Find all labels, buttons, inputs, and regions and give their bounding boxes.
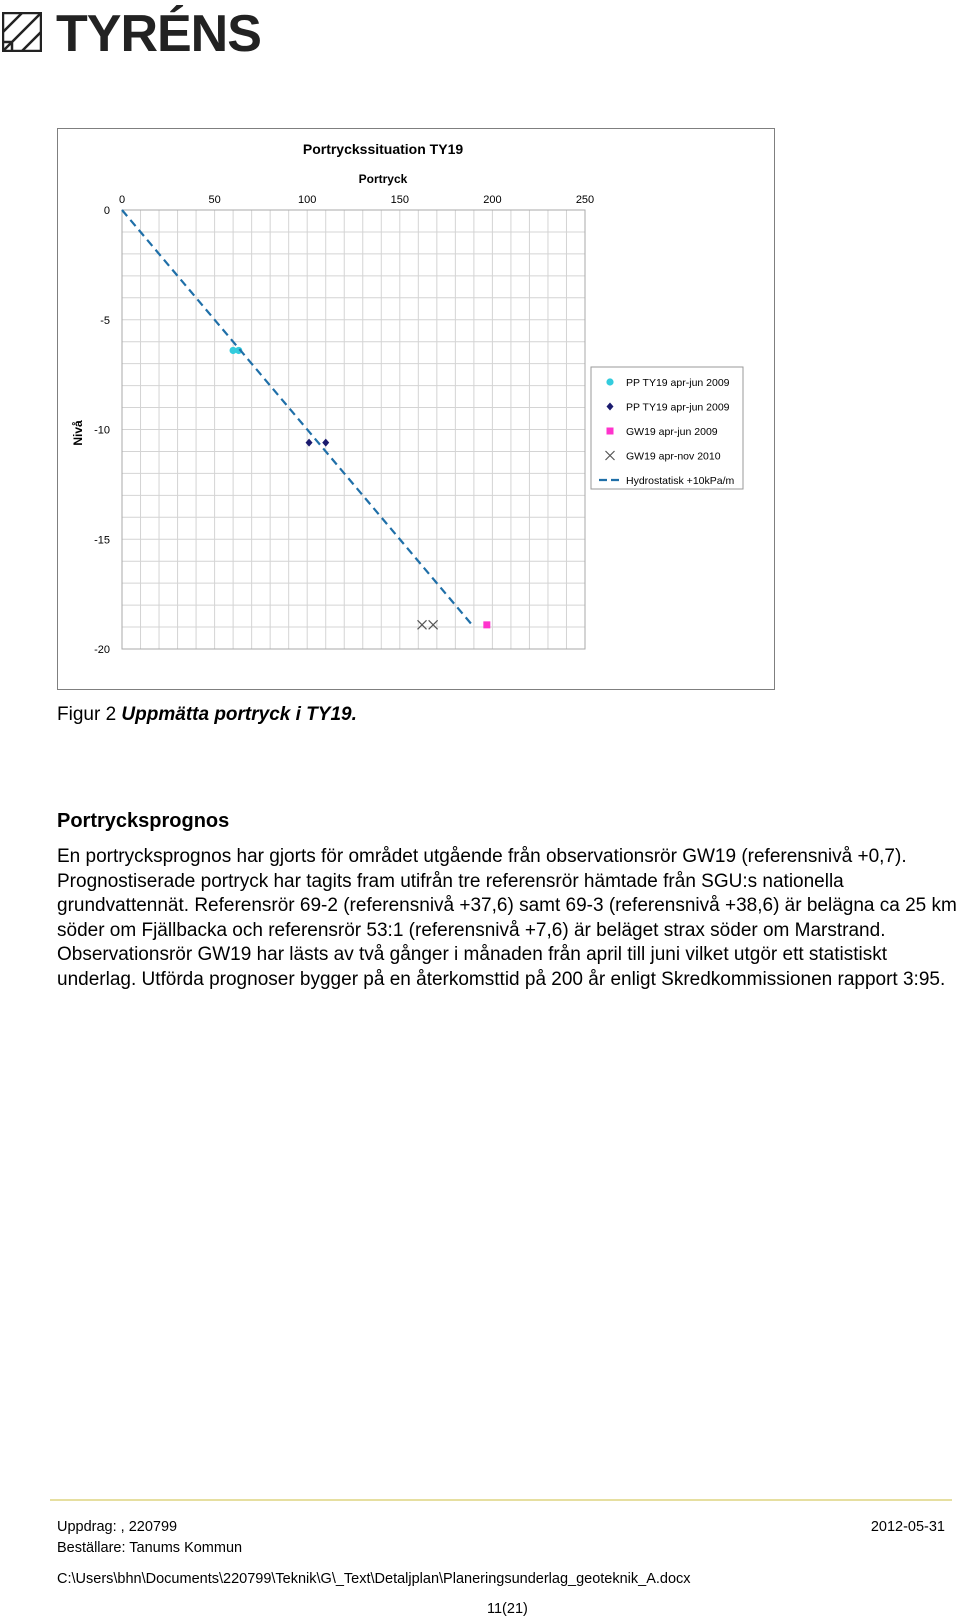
x-tick-label: 100 (298, 194, 317, 206)
y-tick-label: -10 (94, 424, 110, 437)
hydrostatic-line (122, 210, 472, 625)
footer-bestallare: Beställare: Tanums Kommun (57, 1540, 243, 1556)
figure-caption (57, 704, 357, 726)
data-point-square (483, 621, 490, 628)
footer-page-number: 11(21) (487, 1601, 528, 1617)
data-point-x (418, 620, 427, 629)
chart-subtitle: Portryck (358, 172, 408, 186)
legend-swatch-circle (606, 378, 613, 385)
y-tick-label: -5 (100, 314, 110, 327)
chart-title: Portryckssituation TY19 (302, 141, 464, 157)
footer-divider (50, 1499, 952, 1501)
footer-date: 2012-05-31 (870, 1519, 945, 1535)
legend-label: GW19 apr-jun 2009 (626, 426, 718, 438)
footer-uppdrag: Uppdrag: , 220799 (57, 1519, 178, 1535)
y-tick-label: 0 (103, 205, 110, 217)
legend-label: PP TY19 apr-jun 2009 (626, 377, 730, 389)
body-paragraph: En portrycksprognos har gjorts för området utgående från observationsrör GW19 (referensnivå +0,7). Prognostiserade portryck har tagits fram utifrån tre referensrör hämtade från SGU:s nationella grundvattennät. Referensrör 69-2 (referensnivå +37,6) samt 69-3 (referensnivå +38,6) är belägna ca 25 km söder om Fjällbacka och referensrör 53:1 (referensnivå +7,6) är beläget strax söder om Marstrand. Observationsrör GW19 har lästs av två gånger i månaden från april till juni vilket utgör ett statistiskt underlag. Utförda prognoser bygger på en återkomsttid på 200 år enligt Skredkommissionen rapport 3:95. (57, 846, 957, 990)
logo-mark-icon (2, 12, 42, 52)
legend (591, 367, 743, 489)
y-tick-label: -15 (94, 534, 110, 547)
caption-emphasis: Uppmätta portryck i TY19. (121, 704, 357, 725)
logo-text: TYRÉNS (56, 5, 261, 63)
x-tick-label: 200 (483, 194, 502, 206)
legend-label: Hydrostatisk +10kPa/m (626, 475, 735, 487)
x-tick-label: 250 (575, 194, 595, 206)
portryck-chart (58, 129, 774, 689)
footer-file-path: C:\Users\bhn\Documents\220799\Teknik\G\_Text\Detaljplan\Planeringsunderlag_geoteknik_A.docx (57, 1571, 691, 1587)
company-logo (0, 4, 261, 63)
grid (122, 210, 585, 649)
chart-frame (57, 128, 775, 690)
y-tick-label: -20 (94, 644, 110, 656)
data-point-diamond (306, 439, 313, 447)
legend-swatch-square (607, 428, 614, 435)
legend-label: GW19 apr-nov 2010 (626, 450, 721, 463)
x-tick-label: 150 (390, 194, 409, 206)
x-tick-label: 0 (118, 194, 126, 206)
caption-prefix: Figur 2 (57, 704, 122, 725)
data-point-x (429, 620, 438, 629)
section-heading: Portrycksprognos (57, 810, 230, 832)
x-tick-label: 50 (208, 194, 221, 206)
y-axis-label: Nivå (71, 420, 85, 446)
data-point-diamond (322, 439, 329, 447)
legend-label: PP TY19 apr-jun 2009 (626, 401, 730, 414)
